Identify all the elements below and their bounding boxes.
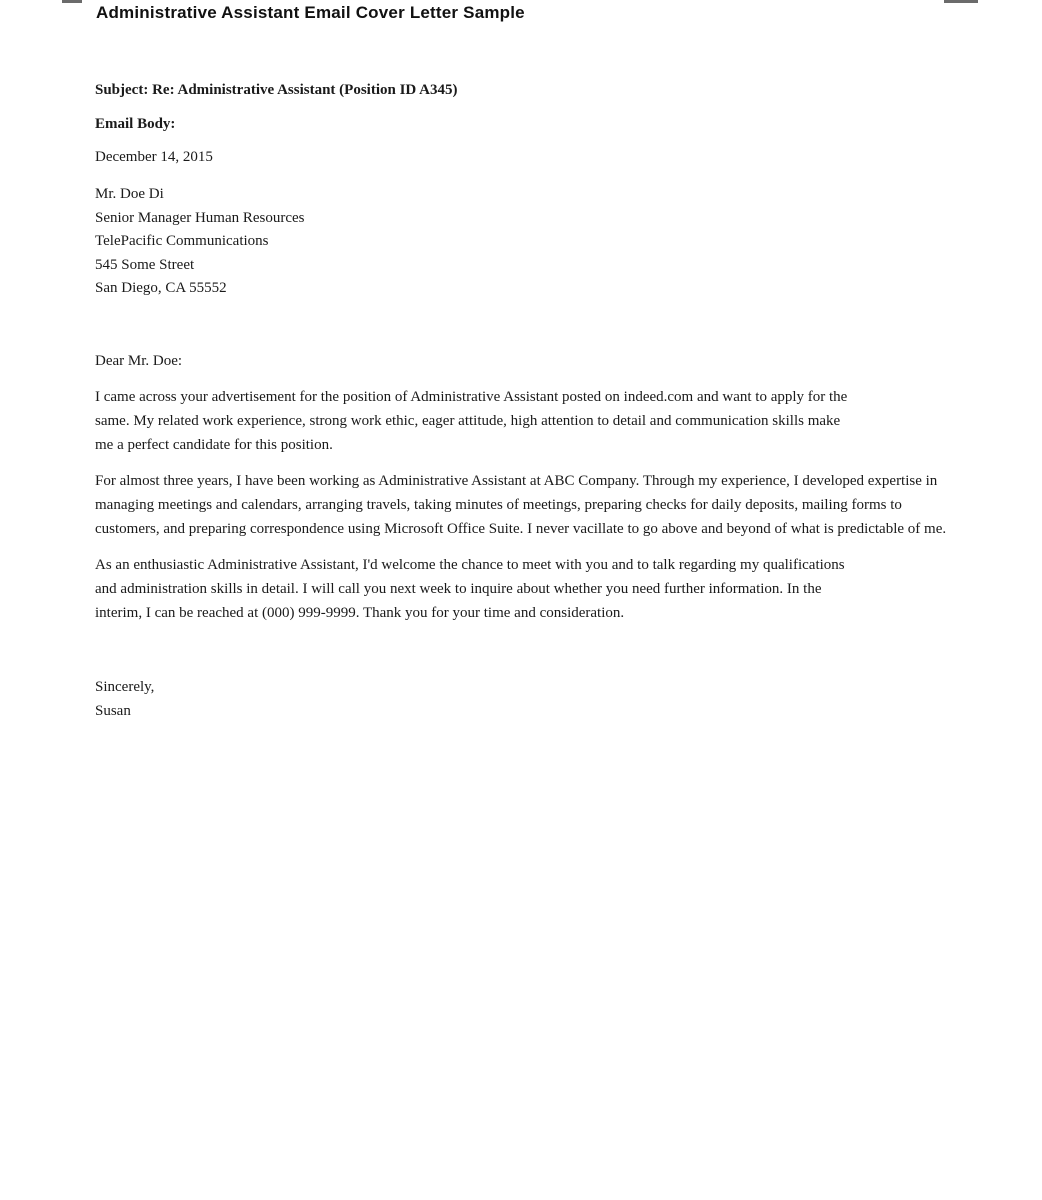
recipient-address [95, 183, 955, 301]
page-corner-mark-left [62, 0, 82, 3]
recipient-title: Senior Manager Human Resources [95, 209, 305, 226]
page-corner-mark-right [944, 0, 978, 3]
body-paragraph: I came across your advertisement for the position of Administrative Assistant posted on indeed.com and want to apply for the same. My related work experience, strong work ethic, eager attitude, high attention to detail and communication skills make me a perfect candidate for this position. [95, 388, 848, 453]
recipient-street: 545 Some Street [95, 256, 195, 273]
body-paragraph: As an enthusiastic Administrative Assistant, I'd welcome the chance to meet with you and to talk regarding my qualifications and administration skills in detail. I will call you next week to inquire about whether you need further information. In the interim, I can be reached at (000) 999-9999. Thank you for your time and consideration. [95, 556, 845, 621]
recipient-company: TelePacific Communications [95, 233, 269, 249]
salutation: Dear Mr. Doe: [95, 352, 183, 369]
body-paragraph: For almost three years, I have been working as Administrative Assistant at ABC Company. Through my experience, I developed expertise in managing meetings and calendars, arranging travels, taking minutes of meetings, preparing checks for daily deposits, mailing forms to customers, and preparing correspondence using Microsoft Office Suite. I never vacillate to go above and beyond of what is predictable of me. [95, 472, 947, 537]
email-body-label: Email Body: [95, 116, 176, 132]
email-subject: Subject: Re: Administrative Assistant (Position ID A345) [95, 82, 458, 98]
recipient-name: Mr. Doe Di [95, 186, 164, 202]
cover-letter [95, 78, 955, 723]
closing: Sincerely, [95, 678, 155, 695]
signature: Susan [95, 702, 131, 719]
document-title: Administrative Assistant Email Cover Letter Sample [96, 3, 525, 22]
letter-date: December 14, 2015 [95, 149, 213, 165]
recipient-city: San Diego, CA 55552 [95, 280, 227, 296]
